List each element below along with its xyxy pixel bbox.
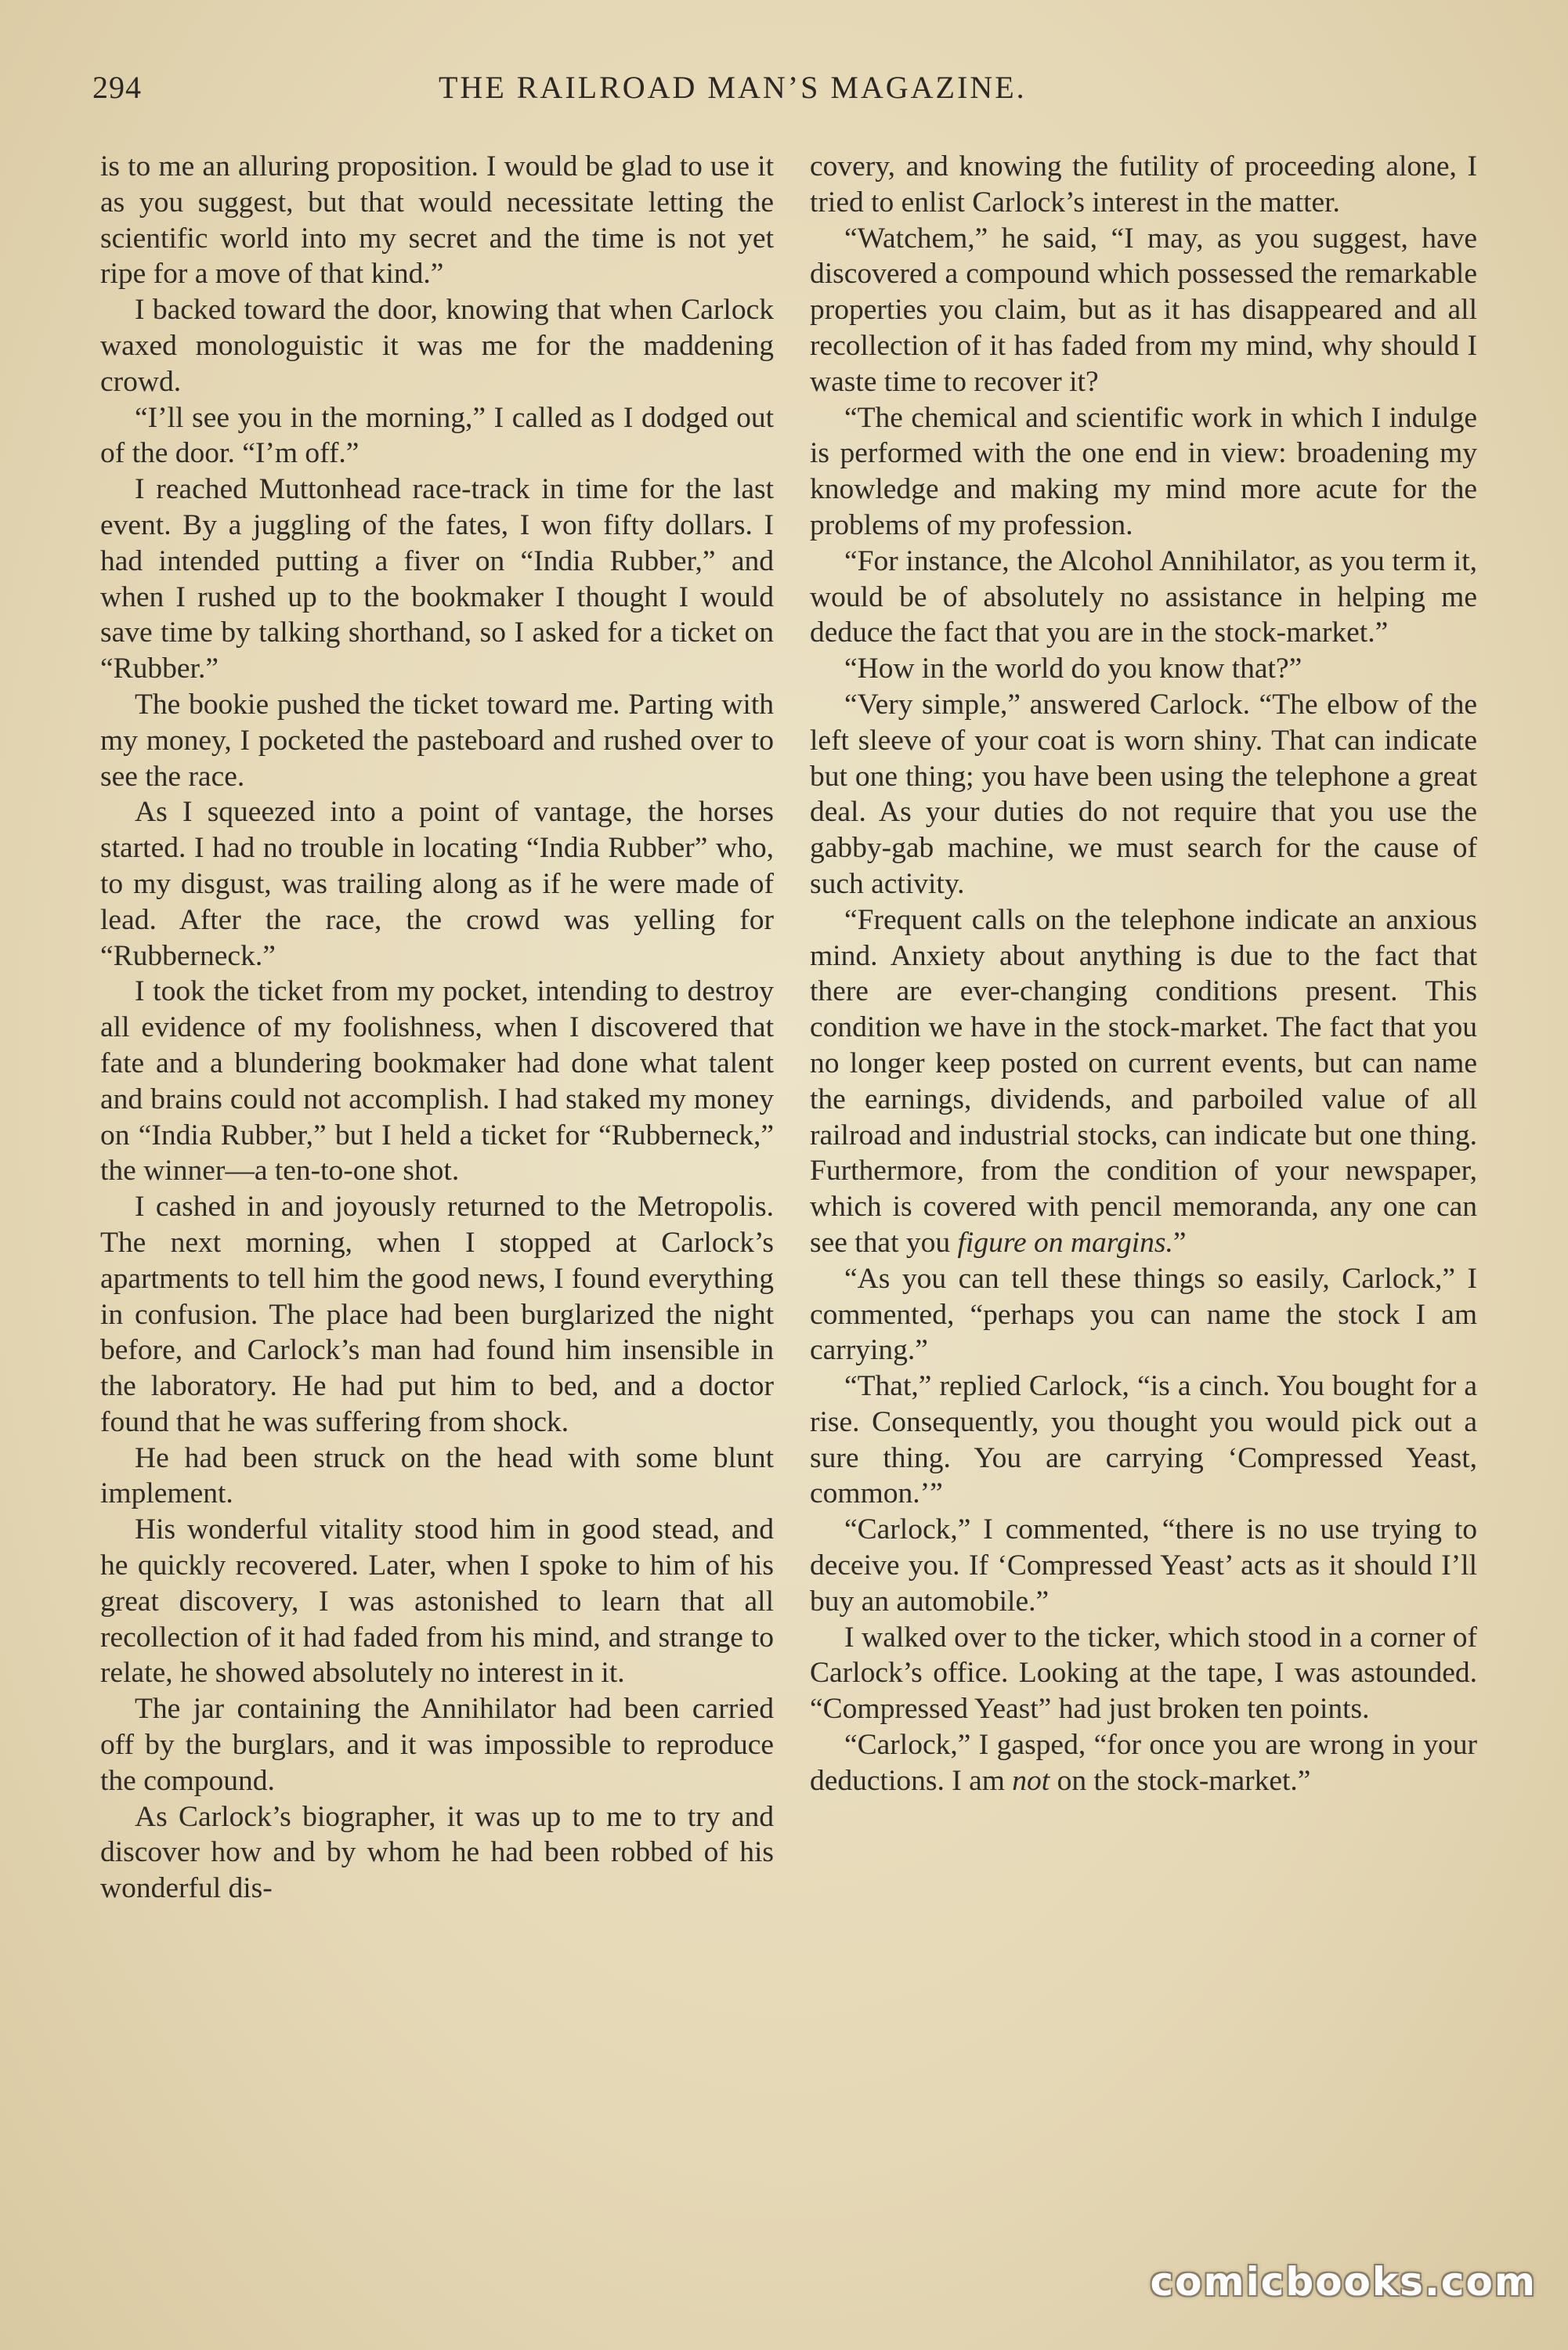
italic-phrase: not [1012,1764,1050,1797]
paragraph-text: I took the ticket from my pocket, intending to destroy all evidence of my foolishness, when I discovered that fate and a blundering bookmaker had done what talent and brains could not accomplish. I had staked my money on “India Rubber,” but I held a ticket for “Rubberneck,” the winner—a ten-to-one shot. [100,975,774,1188]
paragraph-text: The bookie pushed the ticket toward me. Parting with my money, I pocketed the pasteboard and rushed over to see the race. [100,688,774,793]
paragraph [100,1691,774,1799]
paragraph [100,1799,774,1907]
paragraph [810,221,1477,400]
paragraph-text: “The chemical and scientific work in which I indulge is performed with the one end in view: broadening my knowledge and making my mind more acute for the problems of my profession. [810,401,1477,541]
paragraph-text-tail: on the stock-market.” [1050,1764,1311,1797]
paragraph-text: “Carlock,” I commented, “there is no use trying to deceive you. If ‘Compressed Yeast’ acts as it should I’ll buy an automobile.” [810,1513,1477,1618]
paragraph-text: I reached Muttonhead race-track in time for the last event. By a juggling of the fates, I won fifty dollars. I had intended putting a fiver on “India Rubber,” and when I rushed up to the bookmaker I thought I would save time by talking shorthand, so I asked for a ticket on “Rubber.” [100,473,774,685]
paragraph-text: “Very simple,” answered Carlock. “The elbow of the left sleeve of your coat is worn shiny. That can indicate but one thing; you have been using the telephone a great deal. As your duties do not require that you use the gabby-gab machine, we must search for the cause of such activity. [810,688,1477,900]
page-header [92,69,1526,116]
page-number: 294 [92,70,142,105]
paragraph-text: “Carlock,” I gasped, “for once you are wrong in your deductions. I am [810,1729,1477,1797]
site-watermark: comicbooks.com [1150,2259,1537,2305]
paragraph-text: “That,” replied Carlock, “is a cinch. You bought for a rise. Consequently, you thought you would pick out a sure thing. You are carrying ‘Compressed Yeast, common.’” [810,1370,1477,1510]
paragraph [810,149,1477,221]
paragraph-text: “Frequent calls on the telephone indicate an anxious mind. Anxiety about anything is due to the fact that there are ever-changing conditions present. This condition we have in the stock-market. The fact that you no longer keep posted on current events, but can name the earnings, dividends, and parboiled value of all railroad and industrial stocks, can indicate but one thing. Furthermore, from the condition of your newspaper, which is covered with pencil memoranda, any one can see that you [810,903,1477,1259]
paragraph-text: “As you can tell these things so easily, Carlock,” I commented, “perhaps you can name the stock I am carrying.” [810,1262,1477,1367]
paragraph [100,794,774,974]
paragraph [100,400,774,472]
running-head: THE RAILROAD MAN’S MAGAZINE. [439,70,1027,105]
paragraph-text: As Carlock’s biographer, it was up to me to try and discover how and by whom he had been robbed of his wonderful dis- [100,1800,774,1905]
paragraph [100,292,774,400]
paragraph-text: “For instance, the Alcohol Annihilator, as you term it, would be of absolutely no assistance in helping me deduce the fact that you are in the stock-market.” [810,544,1477,649]
paragraph [810,1727,1477,1799]
paragraph [100,1512,774,1691]
paragraph-text: He had been struck on the head with some blunt implement. [100,1441,774,1510]
paragraph [810,902,1477,1261]
paragraph [100,1189,774,1441]
paragraph-text: “I’ll see you in the morning,” I called as I dodged out of the door. “I’m off.” [100,401,774,470]
paragraph [810,1512,1477,1619]
paragraph [100,149,774,292]
paragraph [810,400,1477,544]
paragraph [100,1441,774,1513]
paragraph-text: I walked over to the ticker, which stood in a corner of Carlock’s office. Looking at the tape, I was astounded. “Compressed Yeast” had just broken ten points. [810,1621,1477,1726]
paragraph [810,1620,1477,1727]
paragraph [810,1261,1477,1368]
paragraph-text-tail: ” [1172,1226,1187,1259]
paragraph [100,687,774,794]
italic-phrase: figure on margins. [957,1226,1173,1259]
right-text-column [810,149,1477,1799]
paragraph-text: “How in the world do you know that?” [844,653,1302,685]
left-text-column [100,149,774,1907]
paragraph-text: I backed toward the door, knowing that when Carlock waxed monologuistic it was me for the maddening crowd. [100,294,774,398]
paragraph-text: The jar containing the Annihilator had been carried off by the burglars, and it was impossible to reproduce the compound. [100,1693,774,1797]
paragraph-text: His wonderful vitality stood him in good stead, and he quickly recovered. Later, when I spoke to him of his great discovery, I was astonished to learn that all recollection of it had faded from his mind, and strange to relate, he showed absolutely no interest in it. [100,1513,774,1690]
paragraph [100,472,774,687]
paragraph-text: covery, and knowing the futility of proceeding alone, I tried to enlist Carlock’s interest in the matter. [810,150,1477,219]
paragraph-text: is to me an alluring proposition. I would be glad to use it as you suggest, but that would necessitate letting the scientific world into my secret and the time is not yet ripe for a move of that kind.” [100,150,774,291]
paragraph [810,1368,1477,1512]
paragraph [100,974,774,1189]
paragraph-text: “Watchem,” he said, “I may, as you suggest, have discovered a compound which possessed the remarkable properties you claim, but as it has disappeared and all recollection of it has faded from my mind, why should I waste time to recover it? [810,222,1477,398]
paragraph-text: As I squeezed into a point of vantage, the horses started. I had no trouble in locating “India Rubber” who, to my disgust, was trailing along as if he were made of lead. After the race, the crowd was yelling for “Rubberneck.” [100,796,774,972]
paragraph-text: I cashed in and joyously returned to the Metropolis. The next morning, when I stopped at Carlock’s apartments to tell him the good news, I found everything in confusion. The place had been burglarized the night before, and Carlock’s man had found him insensible in the laboratory. He had put him to bed, and a doctor found that he was suffering from shock. [100,1191,774,1438]
paragraph [810,687,1477,902]
paragraph [810,651,1477,687]
paragraph [810,544,1477,651]
